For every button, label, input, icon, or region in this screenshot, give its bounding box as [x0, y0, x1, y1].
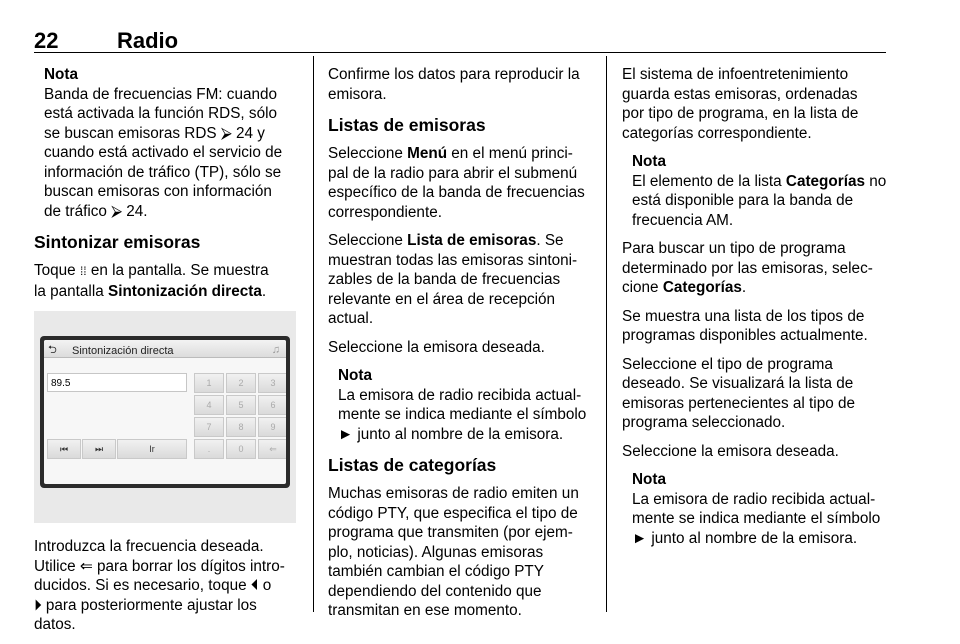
key-dot[interactable]: .: [194, 439, 224, 459]
key-0[interactable]: 0: [226, 439, 256, 459]
text: correspondiente.: [328, 203, 442, 221]
paragraph-station-list: [328, 231, 592, 329]
go-button[interactable]: Ir: [117, 439, 187, 459]
bold-term: Menú: [407, 145, 448, 162]
seek-previous-button[interactable]: ⏮: [47, 439, 81, 459]
column-divider: [313, 56, 314, 612]
text: Muchas emisoras de radio emiten un: [328, 485, 579, 502]
text: específico de la banda de frecuencias: [328, 184, 585, 201]
paragraph-select-type: [622, 355, 888, 433]
note-line: ► junto al nombre de la emisora.: [338, 425, 564, 443]
seek-next-button[interactable]: ⏭: [82, 439, 116, 459]
text: Toque: [34, 262, 80, 279]
key-5[interactable]: 5: [226, 395, 256, 415]
note-title: Nota: [632, 153, 666, 170]
section-heading-tuning: Sintonizar emisoras: [34, 232, 201, 252]
text: transmitan en ese momento.: [328, 602, 522, 619]
column-2: [328, 65, 592, 630]
text: no: [864, 172, 887, 190]
device-screen: [40, 336, 290, 488]
paragraph-search-type: [622, 239, 888, 298]
frequency-input[interactable]: 89.5: [47, 373, 187, 392]
note-line: buscan emisoras con información: [44, 183, 272, 200]
text: la pantalla: [34, 282, 108, 300]
text: dependiendo del contenido que: [328, 582, 542, 600]
text: en el menú princi-: [447, 145, 573, 162]
text: relevante en el área de recepción: [328, 290, 556, 308]
note-title: Nota: [632, 471, 666, 488]
note-line: información de tráfico (TP), sólo se: [44, 163, 282, 181]
text: ⏵ para posteriormente ajustar los: [34, 596, 257, 614]
paragraph-pty: [328, 484, 592, 621]
note-rds: [44, 65, 296, 221]
text: determinado por las emisoras, selec-: [622, 259, 873, 277]
text: categorías correspondiente.: [622, 124, 812, 142]
screenshot-figure: [34, 311, 296, 523]
text: Seleccione: [328, 232, 408, 249]
text: Se muestra una lista de los tipos de: [622, 307, 865, 325]
text: actual.: [328, 310, 374, 327]
text: plo, noticias). Algunas emisoras: [328, 543, 544, 561]
paragraph-enter-frequency: [34, 537, 296, 635]
paragraph-type-list: [622, 307, 888, 346]
note-categories: [632, 152, 888, 230]
key-3[interactable]: 3: [258, 373, 286, 393]
note-line: La emisora de radio recibida actual-: [632, 490, 876, 508]
text: emisoras pertenecientes al tipo de: [622, 394, 855, 412]
text: zables de la banda de frecuencias: [328, 271, 561, 288]
key-9[interactable]: 9: [258, 417, 286, 437]
text: muestran todas las emisoras sintoni-: [328, 251, 578, 269]
text: programa seleccionado.: [622, 414, 786, 431]
text: .: [741, 279, 747, 296]
note-line: mente se indica mediante el símbolo: [338, 406, 587, 423]
text: El sistema de infoentretenimiento: [622, 66, 849, 83]
page-header: [34, 28, 886, 53]
note-line: ► junto al nombre de la emisora.: [632, 529, 858, 547]
note-received-station: [632, 470, 888, 548]
section-heading-station-lists: Listas de emisoras: [328, 115, 486, 135]
key-8[interactable]: 8: [226, 417, 256, 437]
text: Confirme los datos para reproducir la: [328, 66, 580, 83]
screen-title: Sintonización directa: [72, 345, 174, 357]
text: datos.: [34, 616, 76, 633]
note-line: está activada la función RDS, sólo: [44, 105, 277, 122]
section-heading-category-lists: Listas de categorías: [328, 455, 497, 475]
note-line: mente se indica mediante el símbolo: [632, 510, 881, 527]
text: programas disponibles actualmente.: [622, 327, 868, 344]
text: ducidos. Si es necesario, toque ⏴ o: [34, 577, 272, 594]
text: El elemento de la lista: [632, 172, 786, 190]
text: cione: [622, 279, 663, 296]
note-line: frecuencia AM.: [632, 211, 734, 229]
bold-term: Categorías: [785, 172, 865, 190]
note-line: cuando está activado el servicio de: [44, 144, 283, 161]
back-arrow-icon[interactable]: ⮌: [48, 344, 57, 356]
paragraph-select-station: Seleccione la emisora deseada.: [622, 442, 839, 460]
note-line: de tráfico ⮚ 24.: [44, 202, 148, 220]
paragraph-select-station: Seleccione la emisora deseada.: [328, 338, 545, 356]
text: .: [261, 282, 267, 300]
screen-title-bar: [44, 340, 286, 358]
text: en la pantalla. Se muestra: [86, 262, 269, 279]
note-line: [632, 172, 888, 192]
tune-icon: ⁞⁞: [79, 264, 87, 278]
key-1[interactable]: 1: [194, 373, 224, 393]
note-title: Nota: [44, 66, 78, 83]
key-6[interactable]: 6: [258, 395, 286, 415]
paragraph-tuning: [34, 261, 296, 301]
page-title: Radio: [117, 28, 179, 53]
text: Introduzca la frecuencia deseada.: [34, 538, 264, 555]
text: . Se: [536, 232, 564, 249]
bold-term: Lista de emisoras: [407, 232, 537, 249]
paragraph-menu: [328, 144, 592, 222]
text: Seleccione el tipo de programa: [622, 355, 833, 373]
note-line: está disponible para la banda de: [632, 192, 854, 209]
note-received-station: [338, 366, 592, 444]
bold-term: Categorías: [662, 279, 742, 296]
screen-content: [44, 340, 286, 484]
text: Seleccione: [328, 145, 408, 162]
text: código PTY, que especifica el tipo de: [328, 504, 578, 522]
page-number: 22: [34, 28, 59, 53]
column-divider: [606, 56, 607, 612]
backspace-key[interactable]: ⇐: [258, 439, 286, 459]
text: programa que transmiten (por ejem-: [328, 524, 573, 541]
note-line: Banda de frecuencias FM: cuando: [44, 85, 277, 103]
text: Para buscar un tipo de programa: [622, 240, 846, 257]
key-2[interactable]: 2: [226, 373, 256, 393]
column-1: [34, 65, 296, 644]
text: por tipo de programa, en la lista de: [622, 105, 859, 122]
key-4[interactable]: 4: [194, 395, 224, 415]
text: emisora.: [328, 85, 387, 103]
text: también cambian el código PTY: [328, 563, 544, 580]
text: guarda estas emisoras, ordenadas: [622, 85, 858, 103]
note-line: La emisora de radio recibida actual-: [338, 386, 582, 404]
text: deseado. Se visualizará la lista de: [622, 375, 854, 392]
paragraph-infotainment: [622, 65, 888, 143]
key-7[interactable]: 7: [194, 417, 224, 437]
music-note-icon: ♫: [271, 344, 280, 356]
text: Utilice ⇐ para borrar los dígitos intro-: [34, 557, 285, 575]
text: pal de la radio para abrir el submenú: [328, 164, 578, 182]
note-title: Nota: [338, 367, 372, 384]
bold-term: Sintonización directa: [108, 282, 262, 300]
paragraph-confirm: [328, 65, 592, 104]
note-line: se buscan emisoras RDS ⮚ 24 y: [44, 124, 265, 142]
column-3: [622, 65, 888, 557]
